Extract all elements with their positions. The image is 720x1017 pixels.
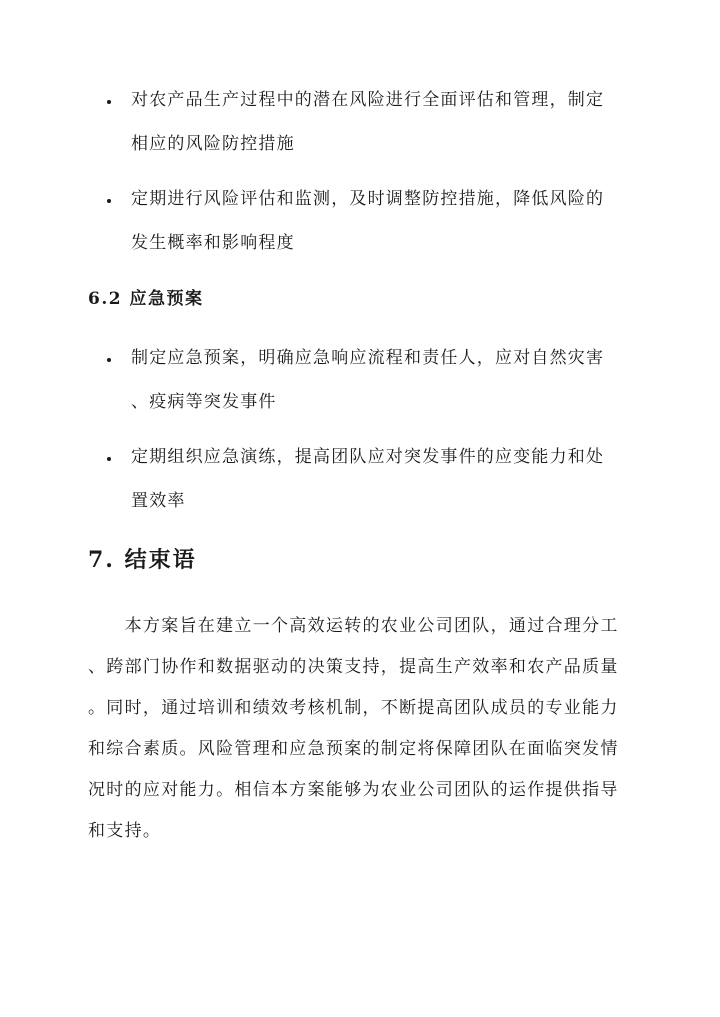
bullet-dot: [107, 457, 111, 461]
bullet-text-line: 定期进行风险评估和监测，及时调整防控措施，降低风险的: [131, 189, 605, 209]
section-heading-7: 7. 结束语: [88, 547, 197, 573]
bullet-dot: [107, 199, 111, 203]
paragraph-line: 和支持。: [88, 821, 162, 841]
bullet-text-line: 相应的风险防控措施: [131, 134, 295, 154]
paragraph-line: 、跨部门协作和数据驱动的决策支持，提高生产效率和农产品质量: [88, 657, 619, 677]
paragraph-line: 和综合素质。风险管理和应急预案的制定将保障团队在面临突发情: [88, 739, 619, 759]
bullet-text-line: 、疫病等突发事件: [131, 392, 277, 412]
bullet-text-line: 制定应急预案，明确应急响应流程和责任人，应对自然灾害: [131, 348, 605, 368]
paragraph-line: 本方案旨在建立一个高效运转的农业公司团队，通过合理分工: [88, 616, 619, 636]
section-heading-6-2: 6.2 应急预案: [88, 289, 204, 309]
bullet-dot: [107, 100, 111, 104]
bullet-text-line: 置效率: [131, 491, 186, 511]
bullet-text-line: 定期组织应急演练，提高团队应对突发事件的应变能力和处: [131, 447, 605, 467]
bullet-text-line: 对农产品生产过程中的潜在风险进行全面评估和管理，制定: [131, 90, 605, 110]
paragraph-line: 。同时，通过培训和绩效考核机制，不断提高团队成员的专业能力: [88, 698, 619, 718]
bullet-dot: [107, 358, 111, 362]
bullet-text-line: 发生概率和影响程度: [131, 233, 295, 253]
paragraph-line: 况时的应对能力。相信本方案能够为农业公司团队的运作提供指导: [88, 780, 619, 800]
